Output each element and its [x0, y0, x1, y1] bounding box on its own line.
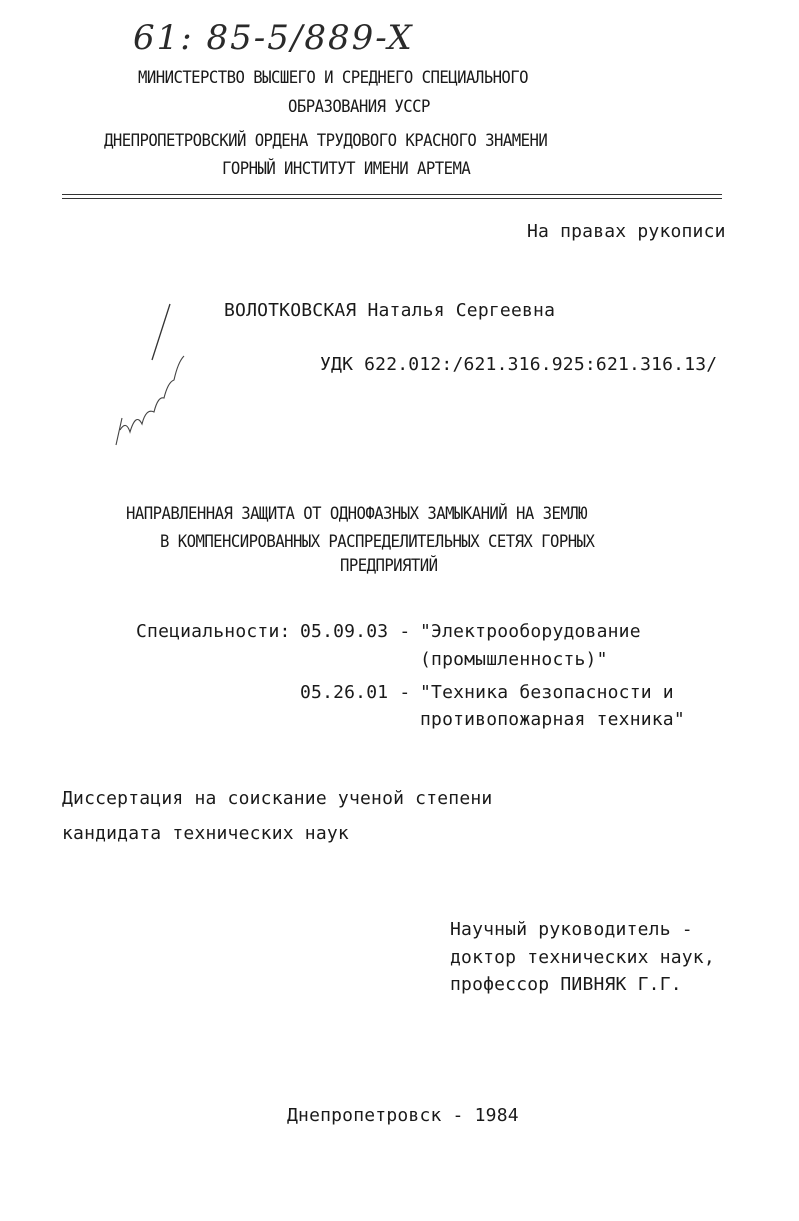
specialty-name: "Техника безопасности и [420, 682, 674, 703]
title-line-1: НАПРАВЛЕННАЯ ЗАЩИТА ОТ ОДНОФАЗНЫХ ЗАМЫКАНИЙ НА ЗЕМЛЮ [126, 504, 587, 524]
author-name: ВОЛОТКОВСКАЯ Наталья Сергеевна [224, 300, 556, 321]
header-rule-bottom [62, 198, 722, 199]
archive-mark: 61: 85-5/889-X [133, 18, 414, 58]
dissertation-line-1: Диссертация на соискание ученой степени [62, 788, 493, 809]
specialty-code: 05.26.01 - [300, 682, 411, 703]
ministry-line-2: ОБРАЗОВАНИЯ УССР [288, 97, 430, 117]
supervisor-line-2: доктор технических наук, [450, 947, 715, 968]
header-rule-top [62, 194, 722, 195]
specialty-name: противопожарная техника" [420, 709, 685, 730]
dissertation-line-2: кандидата технических наук [62, 823, 349, 844]
manuscript-note: На правах рукописи [527, 221, 726, 242]
supervisor-line-1: Научный руководитель - [450, 919, 693, 940]
footer-city-year: Днепропетровск - 1984 [287, 1105, 519, 1126]
specialties-label: Специальности: [136, 621, 291, 642]
title-line-2: В КОМПЕНСИРОВАННЫХ РАСПРЕДЕЛИТЕЛЬНЫХ СЕТЯХ ГОРНЫХ [160, 532, 595, 552]
specialty-name: (промышленность)" [420, 649, 608, 670]
ministry-line-1: МИНИСТЕРСТВО ВЫСШЕГО И СРЕДНЕГО СПЕЦИАЛЬНОГО [138, 68, 529, 88]
specialty-code: 05.09.03 - [300, 621, 411, 642]
signature-icon [108, 300, 198, 455]
supervisor-line-3: профессор ПИВНЯК Г.Г. [450, 974, 682, 995]
institute-line-2: ГОРНЫЙ ИНСТИТУТ ИМЕНИ АРТЕМА [222, 159, 471, 179]
specialty-name: "Электрооборудование [420, 621, 641, 642]
udk-code: УДК 622.012:/621.316.925:621.316.13/ [320, 354, 718, 375]
institute-line-1: ДНЕПРОПЕТРОВСКИЙ ОРДЕНА ТРУДОВОГО КРАСНОГО ЗНАМЕНИ [104, 131, 548, 151]
title-line-3: ПРЕДПРИЯТИЙ [340, 556, 438, 576]
